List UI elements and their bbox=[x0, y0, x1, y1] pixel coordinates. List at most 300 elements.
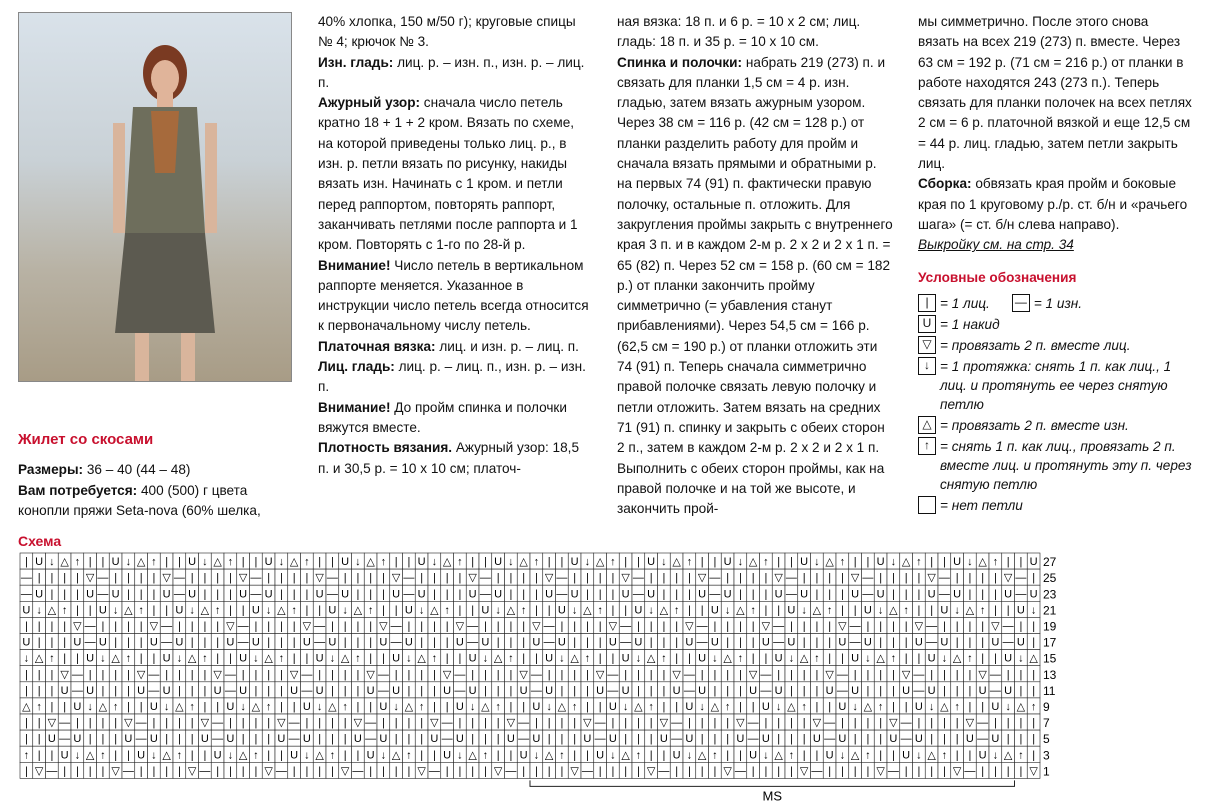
schema-symbol: U bbox=[621, 652, 630, 665]
schema-symbol: | bbox=[891, 588, 895, 601]
schema-symbol: — bbox=[454, 684, 466, 697]
schema-symbol: | bbox=[381, 765, 385, 778]
schema-symbol: | bbox=[381, 588, 385, 601]
schema-symbol: — bbox=[913, 684, 925, 697]
schema-symbol: U bbox=[863, 604, 872, 617]
schema-symbol: ↑ bbox=[112, 701, 119, 713]
schema-symbol: △ bbox=[200, 604, 210, 617]
schema-symbol: | bbox=[509, 588, 513, 601]
schema-symbol: | bbox=[891, 749, 895, 762]
schema-symbol: U bbox=[73, 636, 82, 649]
schema-symbol: | bbox=[292, 701, 296, 713]
schema-symbol: | bbox=[165, 604, 169, 617]
schema-symbol: | bbox=[445, 765, 449, 778]
schema-symbol: U bbox=[481, 604, 490, 617]
schema-symbol: △ bbox=[22, 701, 31, 713]
schema-symbol: | bbox=[343, 684, 347, 697]
schema-symbol: ↑ bbox=[1018, 749, 1024, 762]
schema-symbol: | bbox=[190, 572, 194, 585]
schema-symbol: | bbox=[547, 556, 551, 569]
schema-symbol: ▽ bbox=[187, 765, 197, 778]
schema-symbol: | bbox=[534, 717, 538, 730]
schema-symbol: | bbox=[700, 604, 704, 617]
schema-symbol: | bbox=[126, 701, 130, 713]
schema-symbol: | bbox=[687, 765, 691, 778]
schema-symbol: | bbox=[177, 717, 181, 730]
legend-item-k2tog: ▽ = провязать 2 п. вместе лиц. bbox=[918, 336, 1193, 355]
schema-symbol: U bbox=[787, 636, 796, 649]
schema-symbol: U bbox=[175, 636, 184, 649]
schema-symbol: U bbox=[290, 749, 299, 762]
schema-symbol: | bbox=[636, 620, 640, 633]
schema-symbol: | bbox=[292, 572, 296, 585]
schema-symbol: △ bbox=[315, 749, 324, 762]
schema-symbol: | bbox=[407, 556, 411, 569]
schema-symbol: | bbox=[522, 765, 526, 778]
schema-symbol: | bbox=[981, 636, 985, 649]
schema-symbol: | bbox=[394, 604, 398, 617]
schema-symbol: U bbox=[443, 684, 452, 697]
schema-symbol: | bbox=[560, 717, 564, 730]
schema-symbol: | bbox=[318, 604, 322, 617]
schema-symbol: U bbox=[47, 733, 56, 746]
schema-symbol: ↓ bbox=[635, 652, 642, 665]
schema-symbol: | bbox=[866, 684, 870, 697]
schema-symbol: | bbox=[267, 620, 271, 633]
schema-symbol: ↑ bbox=[138, 604, 144, 617]
schema-symbol: | bbox=[840, 604, 844, 617]
schema-symbol: | bbox=[1019, 733, 1023, 746]
schema-symbol: | bbox=[445, 652, 449, 665]
schema-symbol: | bbox=[624, 733, 628, 746]
schema-symbol: | bbox=[828, 588, 832, 601]
schema-symbol: | bbox=[254, 668, 258, 681]
schema-symbol: U bbox=[60, 684, 69, 697]
schema-symbol: | bbox=[585, 588, 589, 601]
schema-symbol: | bbox=[993, 717, 997, 730]
schema-symbol: U bbox=[149, 701, 158, 713]
schema-symbol: — bbox=[824, 733, 836, 746]
schema-symbol: | bbox=[343, 636, 347, 649]
schema-symbol: | bbox=[101, 668, 105, 681]
schema-symbol: △ bbox=[901, 556, 911, 569]
legend bbox=[918, 294, 1193, 515]
schema-symbol: U bbox=[86, 684, 95, 697]
schema-symbol: | bbox=[190, 636, 194, 649]
schema-symbol: | bbox=[279, 572, 283, 585]
schema-symbol: ↓ bbox=[189, 604, 195, 617]
schema-symbol: | bbox=[866, 733, 870, 746]
schema-symbol: | bbox=[649, 572, 653, 585]
schema-symbol: U bbox=[35, 556, 44, 569]
schema-symbol: | bbox=[751, 620, 755, 633]
schema-symbol: | bbox=[955, 749, 959, 762]
schema-symbol: U bbox=[98, 604, 107, 617]
schema-symbol: | bbox=[879, 684, 883, 697]
schema-symbol: | bbox=[50, 588, 54, 601]
schema-symbol: U bbox=[608, 733, 617, 746]
schema-symbol: | bbox=[343, 668, 347, 681]
schema-symbol: | bbox=[279, 636, 283, 649]
schema-symbol: | bbox=[152, 588, 156, 601]
schema-symbol: U bbox=[226, 733, 235, 746]
schema-symbol: | bbox=[305, 588, 309, 601]
schema-symbol: ▽ bbox=[850, 572, 860, 585]
schema-symbol: | bbox=[904, 652, 908, 665]
schema-symbol: | bbox=[330, 717, 334, 730]
pattern-reference-link[interactable]: Выкройку см. на стр. 34 bbox=[918, 237, 1074, 253]
schema-symbol: | bbox=[343, 572, 347, 585]
schema-symbol: | bbox=[687, 572, 691, 585]
schema-symbol: | bbox=[726, 733, 730, 746]
schema-symbol: | bbox=[815, 749, 819, 762]
schema-symbol: | bbox=[573, 733, 577, 746]
schema-symbol: | bbox=[420, 636, 424, 649]
schema-symbol: | bbox=[1019, 620, 1023, 633]
schema-symbol: — bbox=[594, 733, 606, 746]
schema-symbol: | bbox=[675, 572, 679, 585]
schema-symbol: | bbox=[114, 668, 118, 681]
schema-symbol: △ bbox=[417, 652, 426, 665]
schema-symbol: U bbox=[404, 604, 413, 617]
schema-symbol: | bbox=[802, 684, 806, 697]
schema-symbol: ↑ bbox=[814, 652, 820, 665]
schema-symbol: | bbox=[751, 701, 755, 713]
schema-symbol: | bbox=[522, 588, 526, 601]
schema-symbol: | bbox=[726, 668, 730, 681]
schema-symbol: U bbox=[761, 701, 770, 713]
schema-symbol: | bbox=[228, 604, 232, 617]
schema-symbol: — bbox=[390, 620, 402, 633]
schema-symbol: | bbox=[330, 684, 334, 697]
schema-symbol: | bbox=[483, 717, 487, 730]
schema-symbol: △ bbox=[264, 652, 273, 665]
schema-symbol: U bbox=[787, 604, 796, 617]
schema-symbol: | bbox=[815, 572, 819, 585]
schema-symbol: — bbox=[288, 717, 300, 730]
schema-symbol: | bbox=[165, 668, 169, 681]
schema-symbol: △ bbox=[787, 701, 796, 713]
schema-symbol: | bbox=[1006, 733, 1010, 746]
schema-symbol: ↑ bbox=[979, 604, 986, 617]
schema-symbol: U bbox=[710, 636, 719, 649]
schema-symbol: | bbox=[611, 604, 615, 617]
schema-symbol: U bbox=[111, 588, 120, 601]
schema-symbol: ↑ bbox=[278, 652, 285, 665]
schema-symbol: ↑ bbox=[571, 701, 578, 713]
schema-symbol: | bbox=[471, 765, 475, 778]
schema-symbol: — bbox=[709, 588, 721, 601]
schema-symbol: U bbox=[876, 556, 885, 569]
schema-symbol: △ bbox=[710, 701, 720, 713]
schema-symbol: | bbox=[420, 620, 424, 633]
row-number: 15 bbox=[1043, 651, 1057, 666]
schema-symbol: U bbox=[315, 652, 324, 665]
schema-symbol: | bbox=[75, 652, 79, 665]
schema-symbol: U bbox=[392, 652, 401, 665]
schema-symbol: ▽ bbox=[659, 717, 669, 730]
schema-symbol: | bbox=[190, 733, 194, 746]
schema-symbol: — bbox=[71, 668, 83, 681]
schema-symbol: | bbox=[853, 604, 857, 617]
schema-symbol: U bbox=[685, 701, 694, 713]
schema-symbol: | bbox=[369, 588, 373, 601]
schema-symbol: ▽ bbox=[289, 668, 299, 681]
no-stitch-icon bbox=[918, 496, 936, 514]
legend-item-purl: — = 1 изн. bbox=[1012, 294, 1082, 313]
schema-symbol: ↓ bbox=[469, 701, 476, 713]
schema-symbol: U bbox=[60, 749, 69, 762]
schema-symbol: | bbox=[585, 749, 589, 762]
schema-symbol: ↑ bbox=[202, 652, 208, 665]
schema-symbol: ↑ bbox=[890, 652, 897, 665]
schema-symbol: | bbox=[866, 765, 870, 778]
schema-symbol: U bbox=[98, 636, 107, 649]
schema-symbol: | bbox=[968, 620, 972, 633]
schema-symbol: | bbox=[700, 765, 704, 778]
schema-symbol: | bbox=[292, 620, 296, 633]
schema-symbol: | bbox=[636, 733, 640, 746]
schema-symbol: | bbox=[879, 749, 883, 762]
schema-symbol: | bbox=[432, 684, 436, 697]
schema-symbol: | bbox=[879, 733, 883, 746]
schema-symbol: ↓ bbox=[176, 652, 183, 665]
schema-symbol: △ bbox=[85, 749, 95, 762]
schema-symbol: U bbox=[290, 684, 299, 697]
schema-symbol: ▽ bbox=[506, 717, 516, 730]
schema-symbol: | bbox=[904, 701, 908, 713]
schema-symbol: U bbox=[965, 733, 974, 746]
schema-symbol: | bbox=[88, 733, 92, 746]
schema-symbol: | bbox=[267, 684, 271, 697]
schema-symbol: | bbox=[993, 765, 997, 778]
schema-symbol: | bbox=[993, 588, 997, 601]
schema-symbol: △ bbox=[328, 701, 337, 713]
schema-symbol: U bbox=[710, 604, 719, 617]
schema-symbol: — bbox=[581, 765, 593, 778]
schema-symbol: | bbox=[904, 636, 908, 649]
schema-symbol: ▽ bbox=[226, 620, 235, 633]
schema-symbol: U bbox=[596, 684, 605, 697]
schema-symbol: U bbox=[953, 556, 962, 569]
schema-symbol: ↑ bbox=[967, 652, 973, 665]
schema-symbol: | bbox=[738, 572, 742, 585]
schema-symbol: ↑ bbox=[431, 652, 438, 665]
schema-symbol: — bbox=[530, 668, 542, 681]
paragraph: мы симметрично. После этого снова вязать на всех 219 (273) п. вместе. Через 63 см = 192 р. (71 см = 216 р.) от планки в работе находятся 243 (273 п.). Теперь связать для планки полочек на всех петлях 2 см = 6 р. платочной вязкой и еще 12,5 см = 44 р. лиц. гладью, затем петли закрыть лиц. bbox=[918, 14, 1192, 172]
schema-symbol: ↓ bbox=[495, 604, 501, 617]
schema-symbol: ↑ bbox=[189, 701, 195, 713]
schema-symbol: | bbox=[955, 636, 959, 649]
schema-symbol: U bbox=[73, 733, 82, 746]
schema-symbol: — bbox=[747, 717, 759, 730]
schema-symbol: | bbox=[636, 556, 640, 569]
article-title: Жилет со скосами bbox=[18, 431, 154, 448]
schema-symbol: ↓ bbox=[1030, 604, 1037, 617]
schema-symbol: | bbox=[305, 572, 309, 585]
schema-symbol: | bbox=[764, 765, 768, 778]
schema-symbol: ▽ bbox=[455, 620, 465, 633]
schema-symbol: | bbox=[50, 701, 54, 713]
schema-symbol: ▽ bbox=[812, 717, 822, 730]
schema-symbol: | bbox=[879, 668, 883, 681]
schema-symbol: | bbox=[88, 668, 92, 681]
schema-symbol: | bbox=[815, 620, 819, 633]
schema-symbol: U bbox=[532, 701, 541, 713]
schema-symbol: △ bbox=[136, 556, 146, 569]
schema-symbol: ↑ bbox=[61, 604, 68, 617]
schema-symbol: ▽ bbox=[302, 620, 312, 633]
schema-symbol: | bbox=[930, 733, 934, 746]
schema-symbol: | bbox=[547, 765, 551, 778]
schema-symbol: | bbox=[738, 684, 742, 697]
schema-symbol: — bbox=[314, 636, 326, 649]
schema-symbol: ↓ bbox=[712, 652, 718, 665]
schema-symbol: | bbox=[802, 668, 806, 681]
schema-symbol: ↓ bbox=[610, 749, 616, 762]
model-photo bbox=[18, 12, 292, 382]
schema-symbol: | bbox=[675, 652, 679, 665]
schema-symbol: ↑ bbox=[788, 749, 795, 762]
schema-symbol: — bbox=[760, 668, 772, 681]
schema-symbol: | bbox=[177, 684, 181, 697]
schema-symbol: △ bbox=[1029, 652, 1038, 665]
schema-symbol: △ bbox=[646, 652, 656, 665]
schema-symbol: | bbox=[968, 636, 972, 649]
schema-title: Схема bbox=[18, 533, 62, 549]
schema-symbol: ↑ bbox=[418, 701, 425, 713]
schema-symbol: U bbox=[851, 684, 860, 697]
schema-symbol: | bbox=[458, 588, 462, 601]
schema-symbol: | bbox=[420, 733, 424, 746]
schema-symbol: U bbox=[800, 556, 809, 569]
paragraph: Внимание! До пройм спинка и полочки вяжутся вместе. bbox=[318, 399, 567, 435]
schema-symbol: U bbox=[264, 588, 273, 601]
schema-symbol: U bbox=[455, 636, 464, 649]
schema-symbol: | bbox=[993, 604, 997, 617]
schema-symbol: U bbox=[188, 556, 197, 569]
schema-symbol: U bbox=[991, 733, 1000, 746]
schema-symbol: ↓ bbox=[928, 701, 935, 713]
schema-symbol: | bbox=[114, 572, 118, 585]
schema-symbol: | bbox=[63, 636, 67, 649]
schema-symbol: ↑ bbox=[520, 604, 527, 617]
schema-symbol: ↓ bbox=[661, 556, 667, 569]
schema-symbol: △ bbox=[442, 556, 452, 569]
schema-symbol: | bbox=[700, 717, 704, 730]
schema-symbol: ▽ bbox=[1029, 765, 1038, 778]
schema-symbol: | bbox=[738, 701, 742, 713]
schema-symbol: U bbox=[978, 749, 987, 762]
schema-symbol: ↑ bbox=[49, 652, 55, 665]
schema-symbol: | bbox=[216, 701, 220, 713]
schema-symbol: | bbox=[624, 556, 628, 569]
schema-symbol: | bbox=[369, 636, 373, 649]
schema-symbol: | bbox=[165, 765, 169, 778]
schema-symbol: △ bbox=[812, 604, 822, 617]
schema-symbol: | bbox=[432, 636, 436, 649]
schema-symbol: | bbox=[866, 668, 870, 681]
schema-symbol: — bbox=[403, 588, 415, 601]
schema-symbol: ▽ bbox=[570, 765, 579, 778]
schema-symbol: | bbox=[840, 652, 844, 665]
schema-symbol: | bbox=[190, 749, 194, 762]
schema-symbol: | bbox=[407, 717, 411, 730]
schema-symbol: | bbox=[585, 620, 589, 633]
schema-symbol: △ bbox=[634, 701, 643, 713]
schema-symbol: ▽ bbox=[761, 620, 771, 633]
skp-icon: ↓ bbox=[918, 357, 936, 375]
schema-symbol: | bbox=[152, 717, 156, 730]
schema-symbol: ↑ bbox=[712, 749, 718, 762]
schema-symbol: △ bbox=[697, 749, 707, 762]
schema-symbol: — bbox=[989, 668, 1001, 681]
schema-symbol: | bbox=[267, 733, 271, 746]
schema-symbol: U bbox=[162, 684, 171, 697]
schema-symbol: ↓ bbox=[814, 556, 820, 569]
schema-symbol: | bbox=[560, 620, 564, 633]
schema-symbol: | bbox=[522, 636, 526, 649]
schema-symbol: ▽ bbox=[340, 765, 350, 778]
schema-symbol: ↑ bbox=[36, 701, 42, 713]
schema-symbol: ↓ bbox=[418, 604, 425, 617]
schema-symbol: △ bbox=[353, 604, 363, 617]
schema-symbol: ↓ bbox=[227, 749, 234, 762]
model-figure bbox=[105, 33, 225, 381]
schema-symbol: ↓ bbox=[151, 749, 157, 762]
schema-symbol: △ bbox=[978, 556, 987, 569]
schema-symbol: | bbox=[585, 572, 589, 585]
schema-symbol: ▽ bbox=[493, 765, 503, 778]
schema-symbol: ▽ bbox=[136, 668, 146, 681]
schema-symbol: | bbox=[981, 652, 985, 665]
schema-symbol: | bbox=[840, 717, 844, 730]
schema-symbol: △ bbox=[583, 604, 592, 617]
schema-symbol: ▽ bbox=[379, 620, 388, 633]
schema-symbol: | bbox=[547, 604, 551, 617]
schema-symbol: | bbox=[356, 668, 360, 681]
schema-symbol: | bbox=[955, 572, 959, 585]
schema-symbol: U bbox=[213, 749, 222, 762]
schema-symbol: | bbox=[675, 588, 679, 601]
schema-symbol: U bbox=[583, 733, 592, 746]
schema-symbol: — bbox=[288, 733, 300, 746]
schema-symbol: U bbox=[494, 588, 503, 601]
schema-symbol: U bbox=[672, 749, 681, 762]
schema-symbol: △ bbox=[672, 556, 681, 569]
schema-symbol: U bbox=[991, 701, 1000, 713]
schema-symbol: | bbox=[458, 652, 462, 665]
schema-symbol: ↑ bbox=[367, 604, 374, 617]
schema-symbol: | bbox=[458, 717, 462, 730]
schema-symbol: U bbox=[902, 749, 911, 762]
schema-symbol: | bbox=[75, 717, 79, 730]
schema-symbol: U bbox=[621, 588, 630, 601]
schema-symbol: | bbox=[636, 684, 640, 697]
schema-symbol: | bbox=[458, 604, 462, 617]
schema-symbol: | bbox=[573, 668, 577, 681]
schema-symbol: | bbox=[356, 636, 360, 649]
schema-symbol: ▽ bbox=[417, 765, 426, 778]
schema-symbol: | bbox=[37, 717, 41, 730]
schema-symbol: ↑ bbox=[125, 652, 132, 665]
schema-symbol: | bbox=[1032, 668, 1036, 681]
schema-symbol: | bbox=[738, 588, 742, 601]
schema-symbol: △ bbox=[391, 749, 401, 762]
schema-symbol: | bbox=[407, 733, 411, 746]
paragraph: Плотность вязания. Ажурный узор: 18,5 п. и 30,5 р. = 10 х 10 см; платоч- bbox=[318, 440, 580, 476]
schema-symbol: | bbox=[662, 684, 666, 697]
